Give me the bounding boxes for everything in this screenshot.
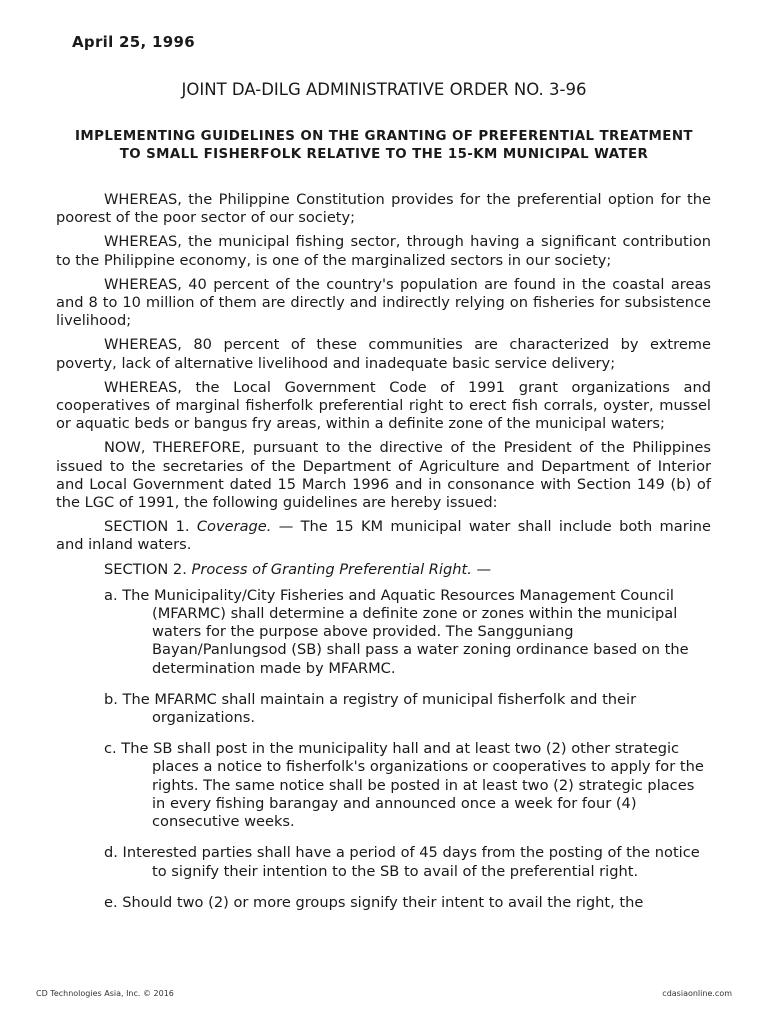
section-1-text: — The 15 KM municipal water shall include both marine and inland waters. (56, 518, 711, 554)
section-2-label: SECTION 2. (104, 560, 187, 578)
whereas-paragraph: WHEREAS, 40 percent of the country's population are found in the coastal areas and 8 to 10 million of them are directly and indirectly relying on fisheries for subsistence livelihood; (56, 275, 711, 330)
section-2-heading: Process of Granting Preferential Right. (191, 560, 472, 578)
list-item: c. The SB shall post in the municipality hall and at least two (2) other strategic places a notice to fisherfolk's organizations or cooperatives to apply for the rights. The same notice shall be posted in at least two (2) strategic places in every fishing barangay and announced once a week for four (4) consecutive weeks. (104, 740, 704, 831)
whereas-paragraph: WHEREAS, 80 percent of these communities are characterized by extreme poverty, lack of alternative livelihood and inadequate basic service delivery; (56, 336, 711, 372)
whereas-paragraph: WHEREAS, the municipal fishing sector, through having a significant contribution to the Philippine economy, is one of the marginalized sectors in our society; (56, 233, 711, 269)
document-subtitle (52, 128, 716, 164)
list-item: d. Interested parties shall have a period of 45 days from the posting of the notice to signify their intention to the SB to avail of the preferential right. (104, 844, 700, 880)
section-1-label: SECTION 1. (104, 518, 190, 536)
list-item: a. The Municipality/City Fisheries and Aquatic Resources Management Council (MFARMC) shall determine a definite zone or zones within the municipal waters for the purpose above provided. The Sangguniang Bayan/Panlungsod (SB) shall pass a water zoning ordinance based on the determination made by MFARMC. (104, 586, 689, 677)
list-item: b. The MFARMC shall maintain a registry of municipal fisherfolk and their organizations. (104, 690, 637, 727)
list-item: e. Should two (2) or more groups signify their intent to avail the right, the (104, 893, 644, 911)
footer-copyright: CD Technologies Asia, Inc. © 2016 (36, 989, 174, 998)
subtitle-line-2: TO SMALL FISHERFOLK RELATIVE TO THE 15-KM MUNICIPAL WATER (119, 147, 649, 162)
footer-site: cdasiaonline.com (662, 989, 732, 998)
whereas-paragraph: WHEREAS, the Local Government Code of 1991 grant organizations and cooperatives of marginal fisherfolk preferential right to erect fish corrals, oyster, mussel or aquatic beds or bangus fry areas, within a definite zone of the municipal waters; (56, 378, 711, 433)
section-1-heading: Coverage. (196, 518, 272, 536)
section-2 (56, 561, 711, 579)
section-2-items (56, 587, 711, 912)
subtitle-line-1: IMPLEMENTING GUIDELINES ON THE GRANTING OF PREFERENTIAL TREATMENT (75, 129, 693, 144)
document-body (56, 191, 711, 925)
now-therefore-paragraph: NOW, THEREFORE, pursuant to the directive of the President of the Philippines issued to the secretaries of the Department of Agriculture and Department of Interior and Local Government dated 15 March 1996 and in consonance with Section 149 (b) of the LGC of 1991, the following guidelines are hereby issued: (56, 439, 711, 512)
section-2-dash: — (476, 560, 492, 578)
whereas-paragraph: WHEREAS, the Philippine Constitution provides for the preferential option for the poorest of the poor sector of our society; (56, 191, 711, 227)
document-date: April 25, 1996 (72, 33, 195, 51)
section-1 (56, 518, 711, 554)
document-title: JOINT DA-DILG ADMINISTRATIVE ORDER NO. 3-96 (181, 80, 587, 99)
